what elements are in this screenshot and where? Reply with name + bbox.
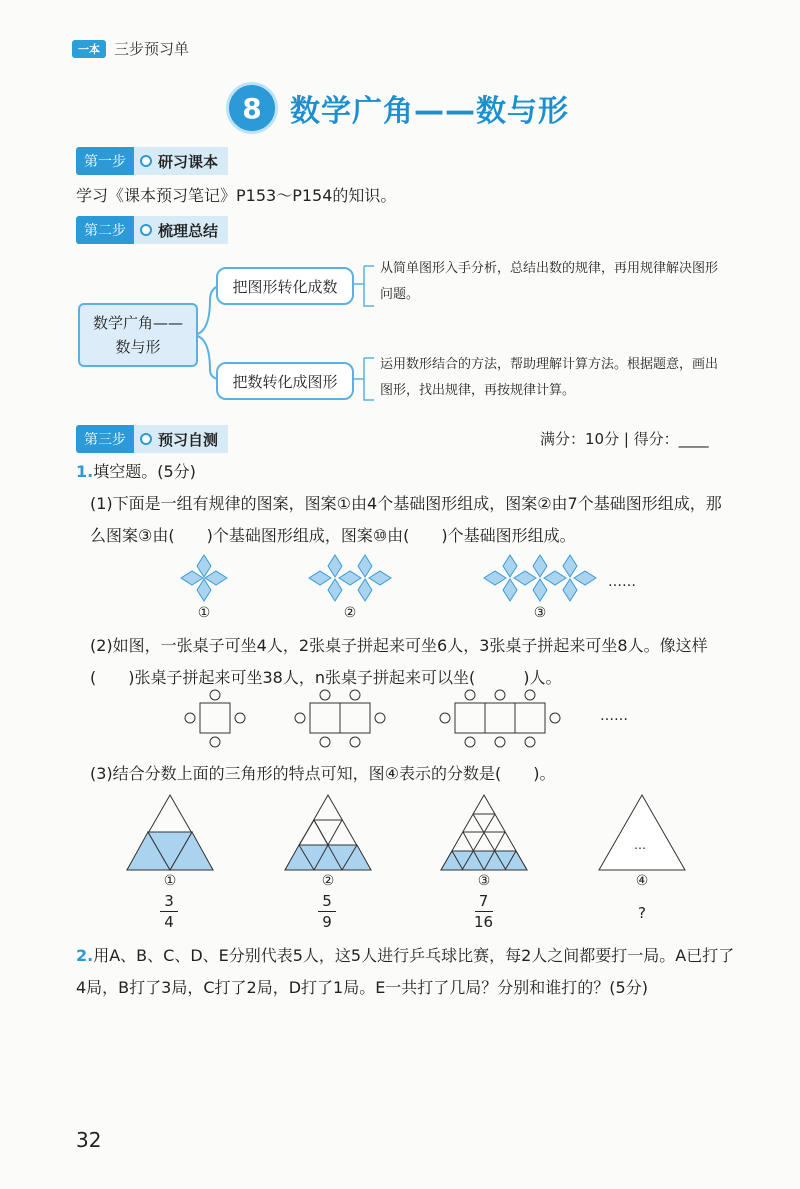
q1-part2: (2)如图，一张桌子可坐4人，2张桌子拼起来可坐6人，3张桌子拼起来可坐8人。像这样( )张桌子拼起来可坐38人，n张桌子拼起来可以坐( )人。: [90, 636, 708, 687]
triangle-2: [285, 795, 371, 870]
step-dot-icon: [140, 155, 152, 167]
q2-number: 2.: [76, 946, 94, 965]
step-dot-icon: [140, 224, 152, 236]
step2-name: 梳理总结: [158, 221, 219, 240]
fraction-3: [474, 892, 493, 931]
pattern-label-2: ②: [343, 605, 357, 621]
fraction-4-unknown: ?: [638, 904, 646, 922]
tri-label-4: ④: [635, 873, 649, 889]
step-dot-icon: [140, 433, 152, 445]
fraction-2-den: 9: [322, 913, 332, 931]
fraction-1-den: 4: [164, 913, 174, 931]
fraction-1: [160, 892, 178, 931]
pattern-label-3: ③: [533, 605, 547, 621]
series-header: [72, 38, 189, 59]
mindmap-center-line2: 数与形: [115, 338, 161, 356]
pattern-label-1: ①: [197, 605, 211, 621]
step2-tag: 第二步: [76, 216, 134, 244]
tri-label-2: ②: [321, 873, 335, 889]
triangle-1: [120, 795, 213, 870]
mindmap-brackets: [352, 262, 382, 407]
q1-number: 1.: [76, 462, 94, 481]
diamond-patterns: [160, 548, 640, 608]
step2-label: [76, 216, 228, 244]
triangle-4: [599, 795, 685, 870]
chapter-title-text: 数学广角——数与形: [290, 94, 569, 129]
fraction-2: [318, 892, 336, 931]
step3-name: 预习自测: [158, 430, 219, 449]
pattern-ellipsis: ……: [608, 574, 636, 590]
triangle-3: [441, 795, 527, 870]
triangle-figures: [120, 792, 710, 882]
pattern-1: [181, 555, 227, 601]
step3-label: [76, 425, 228, 453]
tri-label-1: ①: [163, 873, 177, 889]
chapter-number: 8: [226, 82, 278, 134]
table-ellipsis: ……: [600, 708, 628, 724]
q2: [76, 940, 736, 1004]
step1-text: 学习《课本预习笔记》P153～P154的知识。: [76, 186, 397, 205]
chapter-title: [226, 80, 569, 136]
q1-part1: (1)下面是一组有规律的图案，图案①由4个基础图形组成，图案②由7个基础图形组成，那么图案③由( )个基础图形组成，图案⑩由( )个基础图形组成。: [90, 494, 722, 545]
fraction-1-num: 3: [164, 892, 174, 910]
step1-name: 研习课本: [158, 152, 219, 171]
step1-tag: 第一步: [76, 147, 134, 175]
brand-badge: 一本: [72, 40, 106, 58]
page-number: 32: [76, 1128, 102, 1152]
step1-label: [76, 147, 228, 175]
table-figures: [180, 688, 580, 750]
q2-text: 用A、B、C、D、E分别代表5人，这5人进行乒乓球比赛，每2人之间都要打一局。A已打了4局，B打了3局，C打了2局，D打了1局。E一共打了几局？分别和谁打的？(5分): [76, 946, 735, 997]
pattern-3: [484, 555, 596, 601]
q1-part3: (3)结合分数上面的三角形的特点可知，图④表示的分数是( )。: [90, 764, 556, 783]
mindmap-branch1: 把图形转化成数: [216, 267, 354, 305]
mindmap-center-line1: 数学广角——: [92, 314, 183, 332]
tri-label-3: ③: [477, 873, 491, 889]
fraction-3-den: 16: [474, 913, 494, 931]
branch2-note: 运用数形结合的方法，帮助理解计算方法。根据题意，画出图形，找出规律，再按规律计算。: [380, 357, 719, 398]
score-line: 满分：10分 | 得分：____: [540, 430, 709, 448]
triangle4-dots: …: [634, 838, 646, 852]
q1-title: [76, 456, 196, 488]
mindmap-center: [78, 303, 198, 367]
series-name: 三步预习单: [114, 40, 190, 58]
mindmap-branch2: 把数转化成图形: [216, 362, 354, 400]
fraction-2-num: 5: [322, 892, 332, 910]
pattern-2: [309, 555, 391, 601]
q1-title-text: 填空题。(5分): [93, 462, 196, 481]
branch1-note: 从简单图形入手分析，总结出数的规律，再用规律解决图形问题。: [380, 261, 719, 302]
fraction-3-num: 7: [478, 892, 489, 910]
step3-tag: 第三步: [76, 425, 134, 453]
